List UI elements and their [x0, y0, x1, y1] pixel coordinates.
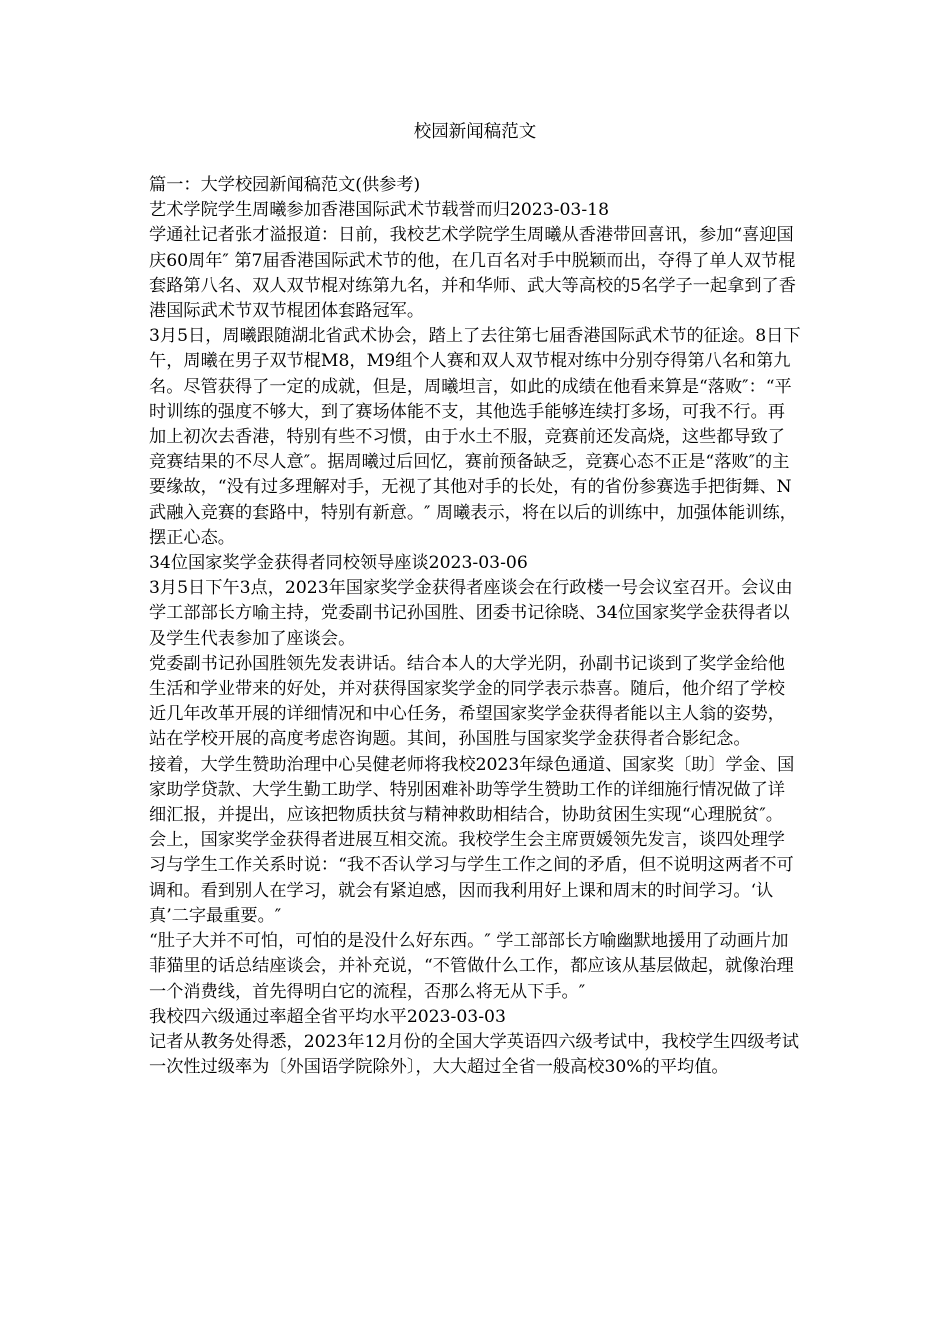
paragraph: 党委副书记孙国胜领先发表讲话。结合本人的大学光阴，孙副书记谈到了奖学金给他生活和学业带来的好处，并对获得国家奖学金的同学表示恭喜。随后，他介绍了学校近几年改革开展的详细情况和中心任务，希望国家奖学金获得者能以主人翁的姿势，站在学校开展的高度考虑咨询题。其间，孙国胜与国家奖学金获得者合影纪念。 — [149, 653, 785, 750]
document-page — [149, 120, 801, 1080]
section-heading: 篇一：大学校园新闻稿范文(供参考) — [149, 175, 421, 195]
document-title: 校园新闻稿范文 — [413, 122, 537, 142]
paragraph: 学通社记者张才溢报道：日前，我校艺术学院学生周曦从香港带回喜讯，参加“喜迎国庆60周年″ 第7届香港国际武术节的他，在几百名对手中脱颖而出，夺得了单人双节棍套路第八名、双人双节棍对练第九名，并和华师、武大等高校的5名学子一起拿到了香港国际武术节双节棍团体套路冠军。 — [149, 225, 796, 322]
news-headline: 艺术学院学生周曦参加香港国际武术节载誉而归2023-03-18 — [149, 200, 610, 221]
paragraph: 3月5日下午3点，2023年国家奖学金获得者座谈会在行政楼一号会议室召开。会议由学工部部长方喻主持，党委副书记孙国胜、团委书记徐晓、34位国家奖学金获得者以及学生代表参加了座谈会。 — [149, 578, 793, 649]
paragraph: “肚子大并不可怕，可怕的是没什么好东西。″ 学工部部长方喻幽默地援用了动画片加菲猫里的话总结座谈会，并补充说，“不管做什么工作，都应该从基层做起，就像治理一个消费线，首先得明白它的流程，否那么将无从下手。″ — [149, 931, 794, 1002]
paragraph: 会上，国家奖学金获得者进展互相交流。我校学生会主席贾媛领先发言，谈四处理学习与学生工作关系时说：“我不否认学习与学生工作之间的矛盾，但不说明这两者不可调和。看到别人在学习，就会有紧迫感，因而我利用好上课和周末的时间学习。‘认真’二字最重要。″ — [149, 830, 794, 926]
paragraph: 3月5日，周曦跟随湖北省武术协会，踏上了去往第七届香港国际武术节的征途。8日下午，周曦在男子双节棍M8，M9组个人赛和双人双节棍对练中分别夺得第八名和第九名。尽管获得了一定的成就，但是，周曦坦言，如此的成绩在他看来算是“落败″：“平时训练的强度不够大，到了赛场体能不支，其他选手能够连续打多场，可我不行。再加上初次去香港，特别有些不习惯，由于水土不服，竞赛前还发高烧，这些都导致了竞赛结果的不尽人意″。据周曦过后回忆，赛前预备缺乏，竞赛心态不正是“落败″的主要缘故，“没有过多理解对手，无视了其他对手的长处，有的省份参赛选手把街舞、N武融入竞赛的套路中，特别有新意。″ 周曦表示，将在以后的训练中，加强体能训练，摆正心态。 — [149, 326, 801, 548]
news-headline: 34位国家奖学金获得者同校领导座谈2023-03-06 — [149, 553, 528, 574]
paragraph: 记者从教务处得悉，2023年12月份的全国大学英语四六级考试中，我校学生四级考试一次性过级率为〔外国语学院除外〕，大大超过全省一般高校30%的平均值。 — [149, 1031, 799, 1078]
paragraph: 接着，大学生赞助治理中心吴健老师将我校2023年绿色通道、国家奖〔助〕学金、国家助学贷款、大学生勤工助学、特别困难补助等学生赞助工作的详细施行情况做了详细汇报，并提出，应该把物质扶贫与精神救助相结合，协助贫困生实现“心理脱贫″。 — [149, 754, 795, 826]
news-headline: 我校四六级通过率超全省平均水平2023-03-03 — [149, 1006, 506, 1027]
